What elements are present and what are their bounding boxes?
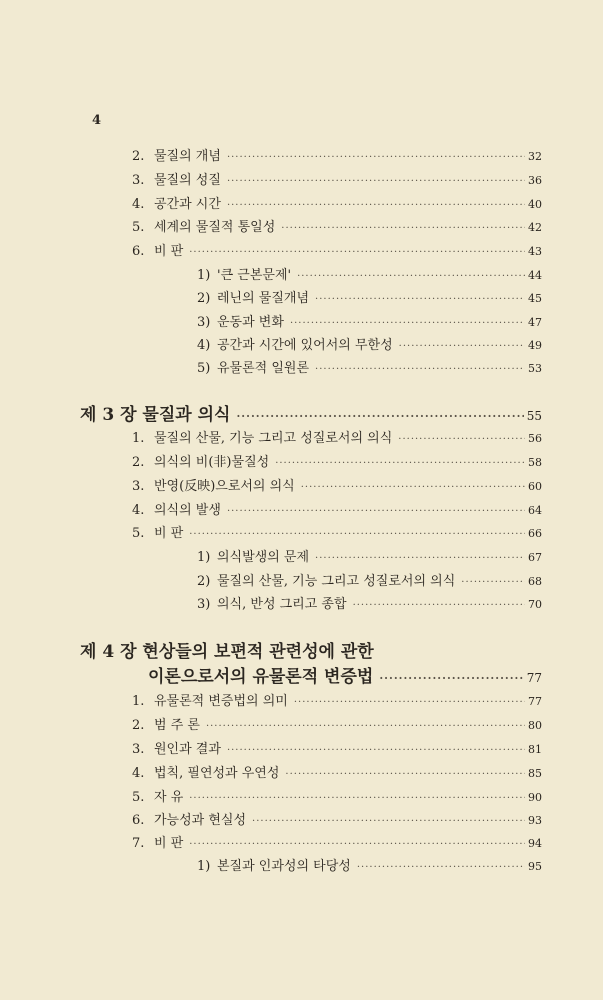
chapter-page: 77: [526, 671, 542, 685]
entry-title: 의식의 발생: [154, 503, 221, 518]
dot-leader: [206, 718, 525, 736]
chapter-title-line2: 이론으로서의 유물론적 변증법: [148, 667, 374, 687]
entry-number: 4.: [132, 197, 145, 212]
entry-number: 2.: [132, 149, 145, 164]
toc-entry: [132, 741, 542, 760]
entry-title: '큰 근본문제': [217, 268, 292, 283]
entry-title: 비 판: [154, 244, 184, 259]
entry-page: 44: [528, 269, 542, 282]
entry-number: 5): [197, 361, 211, 376]
entry-page: 36: [528, 174, 542, 187]
entry-number: 6.: [132, 244, 145, 259]
toc-entry: [132, 693, 542, 712]
entry-page: 32: [528, 150, 542, 163]
entry-title: 물질의 개념: [154, 149, 221, 164]
chapter-page: 55: [526, 409, 542, 423]
entry-title: 유물론적 변증법의 의미: [154, 694, 288, 709]
toc-entry: [132, 454, 542, 473]
dot-leader: [297, 268, 525, 286]
dot-leader: [315, 291, 525, 309]
entry-number: 7.: [132, 836, 145, 851]
entry-page: 68: [528, 575, 542, 588]
entry-title: 법칙, 필연성과 우연성: [154, 766, 280, 781]
toc-entry: [132, 196, 542, 215]
chapter-title-line1: 제 4 장 현상들의 보편적 관련성에 관한: [80, 642, 374, 662]
entry-number: 1.: [132, 431, 145, 446]
entry-page: 66: [528, 527, 542, 540]
entry-title: 레닌의 물질개념: [217, 291, 310, 306]
dot-leader: [398, 431, 525, 449]
dot-leader: [461, 574, 525, 592]
entry-page: 42: [528, 221, 542, 234]
entry-page: 90: [528, 791, 542, 804]
toc-entry: [132, 148, 542, 167]
entry-number: 3.: [132, 742, 145, 757]
entry-title: 유물론적 일원론: [217, 361, 310, 376]
entry-title: 세계의 물질적 통일성: [154, 220, 276, 235]
toc-entry: [132, 789, 542, 808]
entry-title: 비 판: [154, 526, 184, 541]
entry-number: 1.: [132, 694, 145, 709]
entry-number: 6.: [132, 813, 145, 828]
entry-number: 2.: [132, 455, 145, 470]
entry-page: 53: [528, 362, 542, 375]
toc-subentry: [197, 314, 542, 333]
dot-leader: [290, 315, 525, 333]
dot-leader: [252, 813, 525, 831]
entry-number: 4): [197, 338, 211, 353]
dot-leader: [315, 550, 525, 568]
entry-number: 2): [197, 291, 211, 306]
entry-page: 94: [528, 837, 542, 850]
entry-page: 49: [528, 339, 542, 352]
entry-number: 4.: [132, 503, 145, 518]
entry-number: 5.: [132, 220, 145, 235]
entry-page: 40: [528, 198, 542, 211]
dot-leader: [353, 597, 525, 615]
entry-title: 본질과 인과성의 타당성: [217, 859, 351, 874]
chapter-heading: [80, 404, 542, 428]
dot-leader: [379, 668, 523, 690]
entry-page: 60: [528, 480, 542, 493]
entry-number: 5.: [132, 526, 145, 541]
entry-title: 의식발생의 문제: [217, 550, 310, 565]
entry-title: 운동과 변화: [217, 315, 284, 330]
entry-page: 80: [528, 719, 542, 732]
entry-page: 70: [528, 598, 542, 611]
dot-leader: [189, 836, 525, 854]
toc-entry: [132, 243, 542, 262]
entry-page: 64: [528, 504, 542, 517]
entry-page: 93: [528, 814, 542, 827]
entry-title: 의식, 반성 그리고 종합: [217, 597, 347, 612]
entry-title: 공간과 시간: [154, 197, 221, 212]
entry-title: 가능성과 현실성: [154, 813, 247, 828]
dot-leader: [281, 220, 525, 238]
toc-subentry: [197, 573, 542, 592]
entry-title: 물질의 산물, 기능 그리고 성질로서의 의식: [154, 431, 393, 446]
entry-page: 95: [528, 860, 542, 873]
dot-leader: [294, 694, 525, 712]
toc-subentry: [197, 549, 542, 568]
entry-number: 2): [197, 574, 211, 589]
entry-number: 3): [197, 597, 211, 612]
dot-leader: [301, 479, 525, 497]
entry-page: 56: [528, 432, 542, 445]
entry-page: 45: [528, 292, 542, 305]
entry-page: 58: [528, 456, 542, 469]
toc-entry: [132, 219, 542, 238]
dot-leader: [315, 361, 525, 379]
entry-title: 의식의 비(非)물질성: [154, 455, 270, 470]
toc-entry: [132, 765, 542, 784]
dot-leader: [236, 406, 523, 428]
toc-subentry: [197, 290, 542, 309]
entry-page: 81: [528, 743, 542, 756]
entry-title: 비 판: [154, 836, 184, 851]
dot-leader: [275, 455, 525, 473]
dot-leader: [227, 503, 525, 521]
dot-leader: [399, 338, 525, 356]
toc-entry: [132, 812, 542, 831]
dot-leader: [227, 173, 525, 191]
page-number: 4: [92, 113, 102, 128]
toc-subentry: [197, 360, 542, 379]
dot-leader: [189, 244, 525, 262]
toc-entry: [132, 502, 542, 521]
toc-subentry: [197, 596, 542, 615]
dot-leader: [227, 197, 525, 215]
chapter-title: 제 3 장 물질과 의식: [80, 405, 231, 425]
entry-page: 85: [528, 767, 542, 780]
entry-number: 1): [197, 859, 211, 874]
entry-page: 77: [528, 695, 542, 708]
entry-number: 4.: [132, 766, 145, 781]
toc-entry: [132, 525, 542, 544]
dot-leader: [285, 766, 525, 784]
toc-entry: [132, 835, 542, 854]
entry-number: 3.: [132, 173, 145, 188]
toc-subentry: [197, 858, 542, 877]
dot-leader: [227, 742, 525, 760]
dot-leader: [227, 149, 525, 167]
entry-number: 2.: [132, 718, 145, 733]
dot-leader: [189, 526, 525, 544]
entry-title: 원인과 결과: [154, 742, 221, 757]
entry-number: 5.: [132, 790, 145, 805]
chapter-heading: [148, 666, 542, 690]
toc-subentry: [197, 267, 542, 286]
toc-entry: [132, 478, 542, 497]
toc-entry: [132, 430, 542, 449]
entry-number: 3): [197, 315, 211, 330]
entry-title: 범 주 론: [154, 718, 200, 733]
entry-title: 반영(反映)으로서의 의식: [154, 479, 295, 494]
entry-page: 43: [528, 245, 542, 258]
dot-leader: [357, 859, 525, 877]
toc-subentry: [197, 337, 542, 356]
entry-number: 1): [197, 550, 211, 565]
entry-page: 47: [528, 316, 542, 329]
entry-title: 공간과 시간에 있어서의 무한성: [217, 338, 393, 353]
entry-title: 물질의 성질: [154, 173, 221, 188]
toc-entry: [132, 717, 542, 736]
entry-number: 1): [197, 268, 211, 283]
entry-page: 67: [528, 551, 542, 564]
entry-title: 물질의 산물, 기능 그리고 성질로서의 의식: [217, 574, 456, 589]
entry-number: 3.: [132, 479, 145, 494]
entry-title: 자 유: [154, 790, 184, 805]
dot-leader: [189, 790, 525, 808]
toc-entry: [132, 172, 542, 191]
